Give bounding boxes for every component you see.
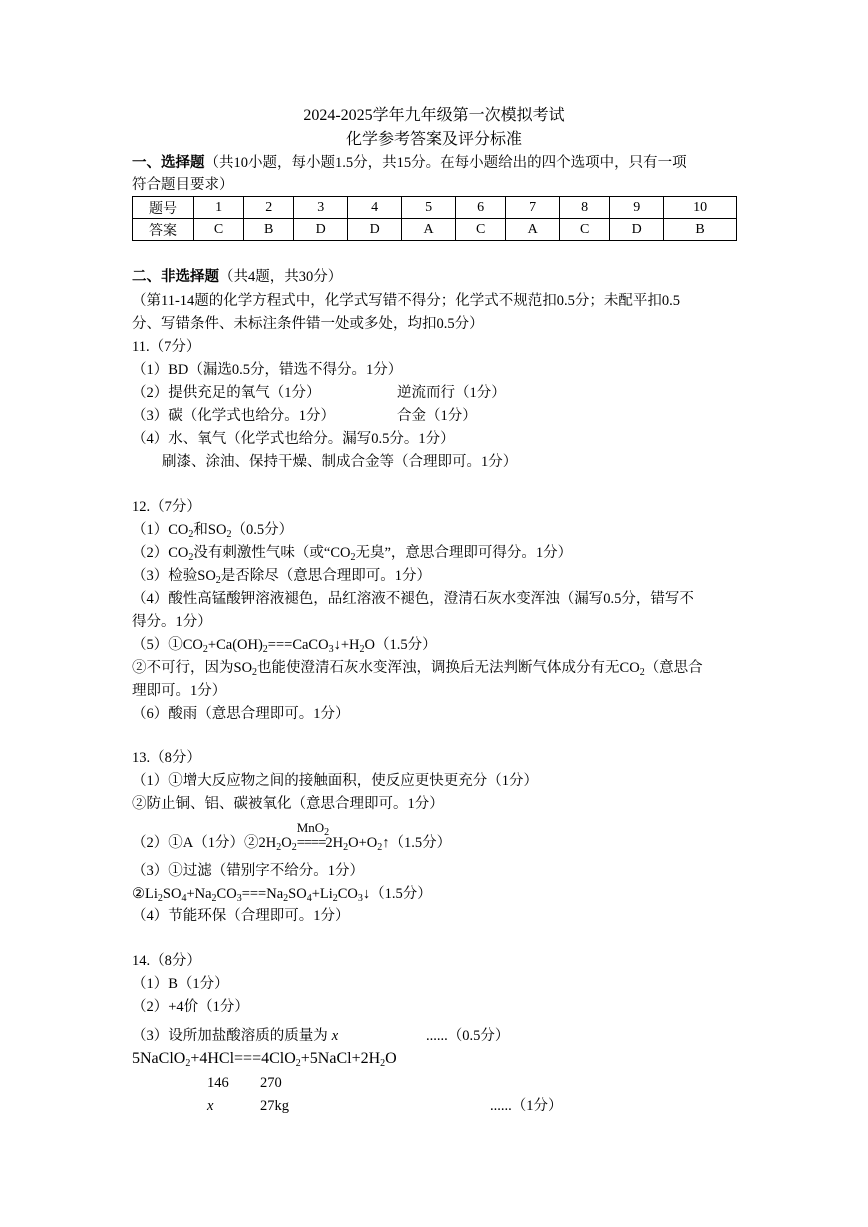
table-cell: 7	[506, 197, 560, 219]
table-cell: 5	[402, 197, 456, 219]
exam-title: 2024-2025学年九年级第一次模拟考试	[303, 107, 565, 124]
text-fragment: 无臭”，意思合理即可得分。1分）	[355, 545, 573, 561]
table-cell: A	[402, 219, 456, 241]
table-cell: 9	[610, 197, 664, 219]
q12-answer-6-cont: 理即可。1分）	[132, 683, 227, 699]
text-fragment: （0.5分）	[231, 522, 294, 538]
text-fragment: +Ca(OH)	[207, 637, 263, 653]
text-fragment: ===Na	[241, 886, 284, 902]
q11-answer-3: （3）碳（化学式也给分。1分）	[132, 408, 335, 424]
q12-answer-1: $(1)CO_2$和$SO_2(0.5$分）	[132, 522, 294, 540]
text-fragment: +5NaCl+2H	[300, 1050, 381, 1067]
variable-x: x	[331, 1028, 339, 1044]
q11-answer-4: （4）水、氧气（化学式也给分。漏写0.5分。1分）	[132, 431, 455, 447]
text-fragment: O（1.5分）	[364, 637, 437, 653]
table-cell: C	[456, 219, 506, 241]
text-fragment: 也能使澄清石灰水变浑浊，调换后无法判断气体成分有无CO	[257, 660, 640, 676]
q12-answer-2: $(2)CO_2$没有刺激性气味（或“$CO_2$无臭”，意思合理即可得分。1分）	[132, 545, 573, 563]
section1-desc-cont: 符合题目要求）	[132, 177, 234, 193]
q14-equation: $5NaClO_2+4HCl===4ClO_2+5NaCl+2H_2O$	[132, 1050, 397, 1069]
text-fragment: ↑（1.5分）	[382, 835, 452, 851]
q12-answer-6: ②不可行，因为$SO_2$也能使澄清石灰水变浑浊，调换后无法判断气体成分有无$CO_2$（意思合	[132, 660, 703, 678]
text-fragment: O	[281, 835, 292, 851]
q13-answer-1: （1）①增大反应物之间的接触面积，使反应更快更充分（1分）	[132, 773, 538, 789]
ratio-value-3: 27kg	[260, 1098, 289, 1114]
q13-answer-4: （3）①过滤（错别字不给分。1分）	[132, 863, 364, 879]
q13-title: 13.（8分）	[132, 750, 201, 766]
q13-answer-2: ②防止铜、铝、碳被氧化（意思合理即可。1分）	[132, 796, 444, 812]
text-fragment: （3）检验SO	[132, 568, 216, 584]
q14-answer-1: （1）B（1分）	[132, 976, 229, 992]
answer-table	[132, 196, 737, 241]
text-fragment: （1）CO	[132, 522, 189, 538]
table-cell: C	[194, 219, 244, 241]
row-label-answer: 答案	[133, 219, 194, 241]
q14-answer-3-score: ......（0.5分）	[426, 1028, 510, 1044]
table-cell: 8	[560, 197, 610, 219]
text-fragment: （5）①CO	[132, 637, 203, 653]
table-cell: 10	[664, 197, 737, 219]
q14-answer-2: （2）+4价（1分）	[132, 999, 249, 1015]
ratio-value-2: 270	[260, 1075, 282, 1091]
text-fragment: 没有刺激性气味（或“CO	[193, 545, 351, 561]
text-fragment: +4HCl===4ClO	[190, 1050, 296, 1067]
q11-answer-3b: 合金（1分）	[397, 408, 477, 424]
table-cell: D	[348, 219, 402, 241]
text-fragment: （2）CO	[132, 545, 189, 561]
text-fragment: SO	[288, 886, 307, 902]
table-cell: 2	[244, 197, 294, 219]
text-fragment: CO	[337, 886, 358, 902]
text-fragment: +Na	[186, 886, 212, 902]
catalyst-label: MnO$_2$	[296, 820, 330, 838]
section2-note: （第11-14题的化学方程式中，化学式写错不得分；化学式不规范扣0.5分；未配平扣0.5	[132, 293, 681, 309]
text-fragment: 5NaClO	[132, 1050, 186, 1067]
catalyst-arrow: MnO$_2$ ====	[296, 820, 330, 851]
ratio-variable-x: x	[207, 1098, 214, 1114]
row-label-number: 题号	[133, 197, 194, 219]
text-fragment: O+O	[348, 835, 378, 851]
table-cell: 3	[294, 197, 348, 219]
section1-desc: （共10小题，每小题1.5分，共15分。在每小题给出的四个选项中，只有一项	[204, 155, 687, 171]
table-cell: B	[244, 219, 294, 241]
q13-answer-6: （4）节能环保（合理即可。1分）	[132, 908, 350, 924]
q12-answer-3: （3）检验$SO_2$是否除尽（意思合理即可。1分）	[132, 568, 432, 586]
section2-intro	[132, 267, 342, 287]
q11-answer-2: （2）提供充足的氧气（1分）	[132, 385, 321, 401]
text-fragment: ===CaCO	[267, 637, 329, 653]
table-cell: D	[294, 219, 348, 241]
table-cell: 4	[348, 197, 402, 219]
ratio-score: ......（1分）	[490, 1098, 563, 1114]
text-fragment: ↓+H	[333, 637, 360, 653]
q12-answer-7: （6）酸雨（意思合理即可。1分）	[132, 706, 350, 722]
q12-answer-5: $(5)①CO_2+Ca(OH)_2===CaCO_3↓+H_2O(1.5$分）	[132, 637, 437, 655]
text-fragment: （3）设所加盐酸溶质的质量为	[132, 1028, 328, 1044]
text-fragment: CO	[216, 886, 237, 902]
text-fragment: ↓（1.5分）	[362, 886, 432, 902]
ratio-value-1: 146	[207, 1075, 229, 1091]
section2-desc: （共4题，共30分）	[219, 269, 343, 285]
table-row-numbers	[133, 197, 737, 219]
q11-title: 11.（7分）	[132, 339, 201, 355]
table-cell: B	[664, 219, 737, 241]
text-fragment: ②Li	[132, 886, 158, 902]
text-fragment: ②不可行，因为SO	[132, 660, 253, 676]
text-fragment: （2）①A（1分）②2H	[132, 835, 277, 851]
section2-note-cont: 分、写错条件、未标注条件错一处或多处，均扣0.5分）	[132, 316, 484, 332]
q11-answer-1: （1）BD（漏选0.5分，错选不得分。1分）	[132, 362, 403, 378]
q12-answer-4: （4）酸性高锰酸钾溶液褪色，品红溶液不褪色，澄清石灰水变浑浊（漏写0.5分，错写不	[132, 591, 694, 607]
q13-answer-3: （2）①A（1分）$②2H_2O_2$ MnO$_2$ $====2H_2O+O_2↑(1.5$分）	[132, 820, 452, 853]
q11-answer-5: 刷漆、涂油、保持干燥、制成合金等（合理即可。1分）	[162, 454, 518, 470]
table-cell: A	[506, 219, 560, 241]
q14-title: 14.（8分）	[132, 953, 201, 969]
text-fragment: （意思合	[644, 660, 703, 676]
table-cell: 6	[456, 197, 506, 219]
text-fragment: 和SO	[193, 522, 227, 538]
exam-subtitle: 化学参考答案及评分标准	[345, 131, 522, 148]
text-fragment: +Li	[311, 886, 333, 902]
q11-answer-2b: 逆流而行（1分）	[397, 385, 506, 401]
q13-answer-5: $②Li_2SO_4+Na_2CO_3===Na_2SO_4+Li_2CO_3↓(1.5$分）	[132, 886, 432, 904]
section1-heading: 一、选择题	[132, 155, 205, 171]
text-fragment: SO	[162, 886, 182, 902]
section1-intro	[132, 153, 687, 173]
q14-answer-3	[132, 1026, 338, 1046]
text-fragment: 是否除尽（意思合理即可。1分）	[220, 568, 432, 584]
section2-heading: 二、非选择题	[132, 269, 219, 285]
text-fragment: 2H	[325, 835, 344, 851]
q12-answer-4-cont: 得分。1分）	[132, 614, 212, 630]
table-cell: C	[560, 219, 610, 241]
q12-title: 12.（7分）	[132, 499, 201, 515]
table-cell: D	[610, 219, 664, 241]
table-cell: 1	[194, 197, 244, 219]
text-fragment: O	[385, 1050, 397, 1067]
table-row-answers	[133, 219, 737, 241]
